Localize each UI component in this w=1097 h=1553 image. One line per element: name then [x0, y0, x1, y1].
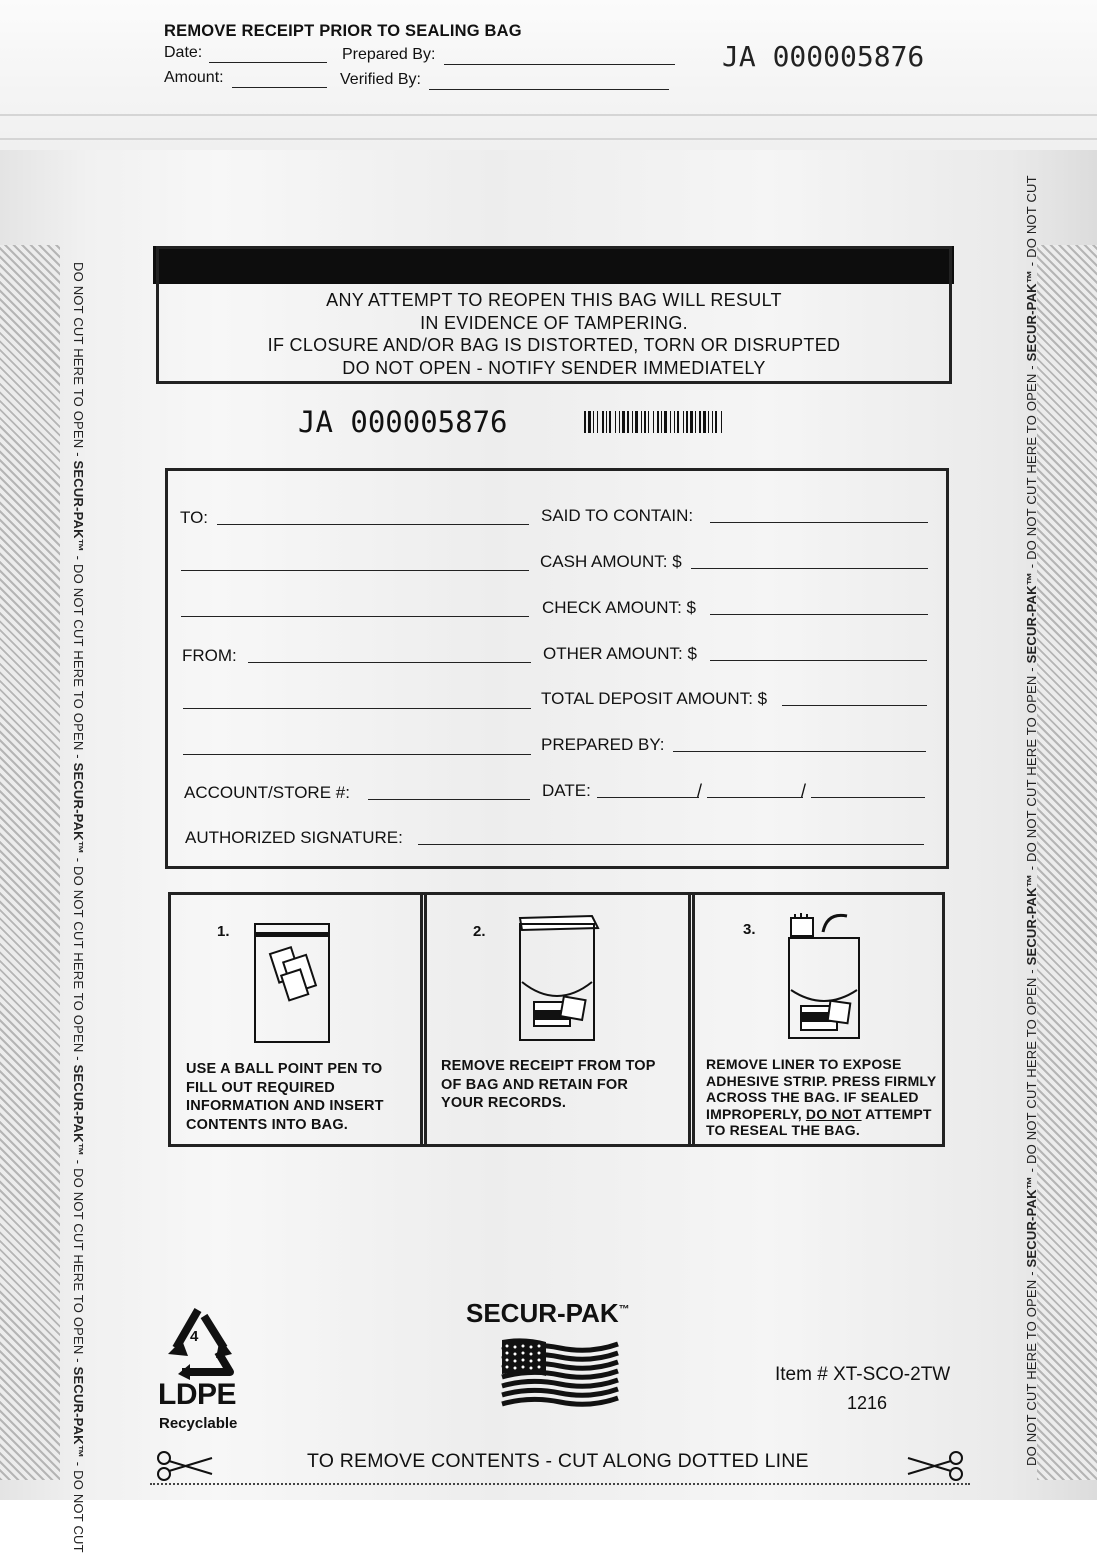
check-amount-label: CHECK AMOUNT: $ [542, 598, 696, 617]
left-side-text: DO NOT CUT HERE TO OPEN - SECUR-PAK™ - DO NOT CUT HERE TO OPEN - SECUR-PAK™ - DO NOT CUT HERE TO OPEN - SECUR-PAK™ - DO NOT CUT HERE TO OPEN - SECUR-PAK™ - DO NOT CUT [71, 262, 86, 1553]
prepared-by-field[interactable] [673, 751, 926, 752]
recycle-code: 4 [190, 1328, 199, 1345]
divider [424, 895, 427, 1144]
barcode-bar [664, 411, 667, 433]
check-amount-field[interactable] [710, 614, 928, 615]
flag-star [538, 1359, 541, 1362]
flag-star [522, 1345, 525, 1348]
flag-star [514, 1346, 517, 1349]
flag-star [530, 1353, 533, 1356]
barcode-bar [677, 411, 679, 433]
barcode-bar [627, 411, 629, 433]
step-1-text [186, 1060, 384, 1134]
step-text-line: INFORMATION AND INSERT [186, 1098, 384, 1114]
other-amount-field[interactable] [710, 660, 927, 661]
receipt-verified-field[interactable] [429, 89, 669, 90]
cut-instruction: TO REMOVE CONTENTS - CUT ALONG DOTTED LINE [307, 1450, 809, 1472]
barcode-icon [584, 409, 840, 435]
insert-contents-icon [250, 920, 334, 1046]
to-field-line2[interactable] [181, 570, 529, 571]
barcode-bar [690, 411, 693, 433]
step-3-number: 3. [743, 921, 756, 938]
barcode-bar [712, 411, 713, 433]
barcode-bar [708, 411, 709, 433]
receipt-prepared-label: Prepared By: [342, 46, 436, 63]
flag-stripe [502, 1389, 618, 1395]
barcode-bar [609, 411, 611, 433]
receipt-date-label: Date: [164, 44, 203, 61]
receipt-verified-label: Verified By: [340, 71, 421, 88]
step-text-line: ADHESIVE STRIP. PRESS FIRMLY [706, 1072, 937, 1089]
flag-star [538, 1366, 541, 1369]
to-field-line3[interactable] [181, 616, 529, 617]
step-text-line: TO RESEAL THE BAG. [706, 1122, 860, 1138]
total-amount-field[interactable] [782, 705, 927, 706]
barcode-bar [695, 411, 696, 433]
date-month-field[interactable] [597, 797, 699, 798]
cash-amount-label: CASH AMOUNT: $ [540, 552, 682, 571]
divider [692, 895, 695, 1144]
barcode-bar [593, 411, 594, 433]
right-side-text: DO NOT CUT HERE TO OPEN - SECUR-PAK™ - DO NOT CUT HERE TO OPEN - SECUR-PAK™ - DO NOT CUT HERE TO OPEN - SECUR-PAK™ - DO NOT CUT HERE TO OPEN - SECUR-PAK™ - DO NOT CUT [1024, 175, 1039, 1466]
recyclable-label: Recyclable [159, 1415, 238, 1432]
barcode-bar [644, 411, 646, 433]
flag-star [538, 1345, 541, 1348]
perforation-line [0, 114, 1097, 116]
step-2-text [441, 1057, 656, 1113]
barcode-bar [632, 411, 633, 433]
item-code: 1216 [847, 1393, 888, 1413]
account-field[interactable] [368, 799, 530, 800]
flag-star [506, 1345, 509, 1348]
from-label: FROM: [182, 646, 237, 665]
prepared-by-label: PREPARED BY: [541, 735, 665, 754]
material-code: LDPE [158, 1378, 237, 1411]
other-amount-label: OTHER AMOUNT: $ [543, 644, 697, 663]
step-3-text [706, 1056, 936, 1139]
step-text-line: YOUR RECORDS. [441, 1095, 567, 1111]
barcode-bar [619, 411, 620, 433]
to-field[interactable] [217, 524, 529, 525]
barcode-bar [615, 411, 616, 433]
bag-serial: JA 000005876 [298, 405, 508, 439]
warning-line: DO NOT OPEN - NOTIFY SENDER IMMEDIATELY [342, 357, 766, 378]
flag-star [506, 1352, 509, 1355]
date-slash: / [801, 781, 807, 801]
cash-amount-field[interactable] [691, 568, 928, 569]
step-text-line: USE A BALL POINT PEN TO [186, 1061, 383, 1077]
flag-star [522, 1366, 525, 1369]
barcode-bar [721, 411, 722, 433]
flag-stripe [502, 1380, 618, 1386]
perforation-line [0, 138, 1097, 140]
barcode-bar [683, 411, 684, 433]
from-field-line3[interactable] [183, 754, 531, 755]
account-label: ACCOUNT/STORE #: [184, 783, 350, 802]
flag-star [530, 1367, 533, 1370]
step-text-line: FILL OUT REQUIRED [186, 1079, 335, 1096]
from-field-line2[interactable] [183, 708, 531, 709]
left-cut-strip [0, 245, 60, 1480]
barcode-bar [641, 411, 642, 433]
said-to-contain-label: SAID TO CONTAIN: [541, 506, 694, 525]
barcode-bar [674, 411, 675, 433]
date-day-field[interactable] [707, 797, 803, 798]
to-label: TO: [180, 508, 209, 527]
barcode-bar [584, 411, 586, 433]
remove-receipt-icon [512, 910, 602, 1046]
flag-stripe [502, 1398, 618, 1404]
date-slash: / [697, 781, 703, 801]
flag-star [538, 1352, 541, 1355]
step-text-line: OF BAG AND RETAIN FOR [441, 1076, 629, 1093]
date-label: DATE: [542, 781, 591, 800]
step-text-line: IMPROPERLY, DO NOT ATTEMPT [706, 1105, 932, 1122]
right-cut-strip [1037, 245, 1097, 1480]
barcode-bar [686, 411, 688, 433]
item-number: Item # XT-SCO-2TW [775, 1364, 951, 1385]
signature-label: AUTHORIZED SIGNATURE: [185, 828, 403, 847]
brand-logo: SECUR-PAK™ [466, 1298, 630, 1328]
flag-star [506, 1366, 509, 1369]
warning-line: IF CLOSURE AND/OR BAG IS DISTORTED, TORN OR DISRUPTED [267, 335, 841, 355]
barcode-bar [670, 411, 671, 433]
step-text-line: REMOVE RECEIPT FROM TOP [441, 1058, 656, 1074]
receipt-prepared-field[interactable] [444, 64, 675, 65]
receipt-title: REMOVE RECEIPT PRIOR TO SEALING BAG [164, 22, 522, 40]
date-year-field[interactable] [811, 797, 925, 798]
barcode-bar [597, 411, 598, 433]
barcode-bar [648, 411, 649, 433]
flag-star [514, 1360, 517, 1363]
barcode-bar [622, 411, 625, 433]
step-2-number: 2. [473, 923, 486, 940]
said-to-contain-field[interactable] [710, 522, 928, 523]
barcode-bar [606, 411, 607, 433]
flag-star [506, 1359, 509, 1362]
flag-star [522, 1359, 525, 1362]
warning-line: IN EVIDENCE OF TAMPERING. [420, 312, 688, 333]
barcode-bar [699, 411, 701, 433]
step-text-line: ACROSS THE BAG. IF SEALED [706, 1089, 919, 1105]
barcode-bar [653, 411, 654, 433]
barcode-bar [657, 411, 659, 433]
tamper-warning [158, 289, 950, 379]
barcode-bar [602, 411, 604, 433]
total-amount-label: TOTAL DEPOSIT AMOUNT: $ [541, 689, 768, 708]
deposit-form [165, 468, 949, 869]
step-text-line: CONTENTS INTO BAG. [186, 1116, 349, 1133]
receipt-amount-label: Amount: [164, 69, 224, 86]
barcode-bar [661, 411, 662, 433]
us-flag-icon [500, 1336, 620, 1408]
divider [420, 892, 423, 1147]
receipt-amount-field[interactable] [232, 87, 327, 88]
barcode-bar [703, 411, 706, 433]
flag-canton [502, 1338, 546, 1376]
divider [688, 892, 691, 1147]
flag-star [514, 1367, 517, 1370]
flag-star [530, 1346, 533, 1349]
cut-line[interactable] [150, 1483, 970, 1485]
flag-star [530, 1360, 533, 1363]
receipt-date-field[interactable] [209, 62, 327, 63]
barcode-bar [588, 411, 591, 433]
barcode-bar [715, 411, 717, 433]
scissors-icon [154, 1444, 216, 1484]
step-text-line: REMOVE LINER TO EXPOSE [706, 1056, 902, 1072]
scissors-icon [904, 1444, 966, 1484]
from-field[interactable] [248, 662, 531, 663]
signature-field[interactable] [418, 844, 924, 845]
step-1-number: 1. [217, 923, 230, 940]
seal-bag-icon [783, 908, 873, 1044]
barcode-bar [635, 411, 638, 433]
warning-line: ANY ATTEMPT TO REOPEN THIS BAG WILL RESULT [326, 290, 782, 310]
flag-star [522, 1352, 525, 1355]
flag-star [514, 1353, 517, 1356]
receipt-serial: JA 000005876 [722, 40, 925, 73]
